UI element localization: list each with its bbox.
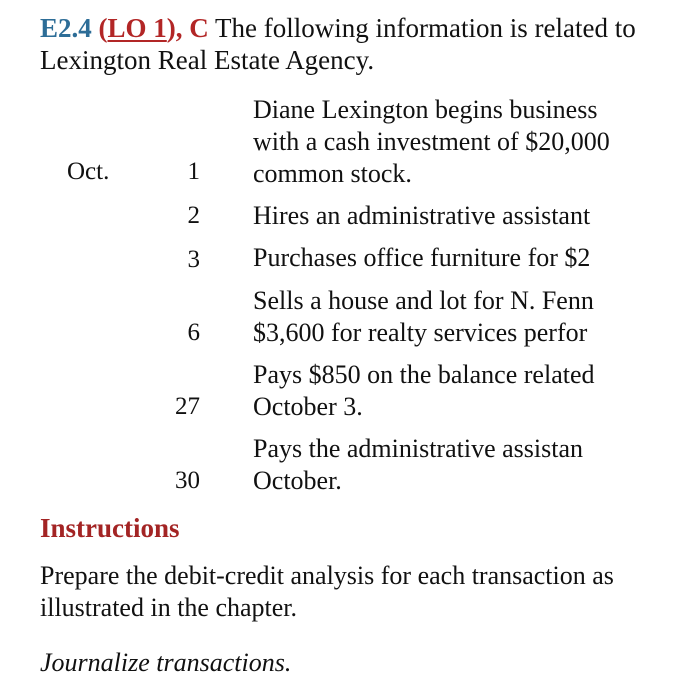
lo-open: ( <box>98 13 108 43</box>
exercise-heading <box>40 12 680 76</box>
transaction-description <box>253 242 691 274</box>
transaction-description <box>253 285 691 349</box>
transaction-day: 3 <box>187 246 200 273</box>
description-line: Pays the administrative assistan <box>253 434 584 463</box>
transaction-description <box>253 200 691 232</box>
exercise-intro: The following information is related to Lexington Real Estate Agency. <box>40 13 636 75</box>
transaction-row <box>0 242 691 274</box>
description-line: Pays $850 on the balance related <box>253 360 595 389</box>
instructions-title: Instructions <box>40 513 180 543</box>
transaction-row <box>0 94 691 190</box>
transaction-row <box>0 285 691 349</box>
transaction-day: 27 <box>175 393 200 420</box>
transaction-description <box>253 359 691 423</box>
lo-close: ), <box>166 13 183 43</box>
transaction-row <box>0 433 691 497</box>
description-line: common stock. <box>253 159 412 188</box>
transaction-row <box>0 200 691 232</box>
description-line: Purchases office furniture for $2 <box>253 243 591 272</box>
transaction-day: 30 <box>175 467 200 494</box>
description-line: Diane Lexington begins business <box>253 95 598 124</box>
description-line: $3,600 for realty services perfor <box>253 318 588 347</box>
learning-objective <box>99 13 183 43</box>
transaction-day: 6 <box>187 319 200 346</box>
transaction-day: 2 <box>187 202 200 229</box>
transaction-day: 1 <box>187 158 200 185</box>
exercise-category: C <box>189 13 209 43</box>
description-line: Hires an administrative assistant <box>253 201 591 230</box>
exercise-number: E2.4 <box>40 13 92 43</box>
description-line: October 3. <box>253 392 363 421</box>
transaction-month: Oct. <box>67 158 110 185</box>
description-line: with a cash investment of $20,000 <box>253 127 610 156</box>
description-line: Sells a house and lot for N. Fenn <box>253 286 594 315</box>
instructions-subtitle: Journalize transactions. <box>40 648 292 677</box>
transaction-description <box>253 433 691 497</box>
description-line: October. <box>253 466 342 495</box>
transaction-description <box>253 94 691 190</box>
instructions-body: Prepare the debit-credit analysis for each transaction as illustrated in the chapter. <box>40 561 614 622</box>
learning-objective-link[interactable]: LO 1 <box>107 13 167 43</box>
transaction-row <box>0 359 691 423</box>
